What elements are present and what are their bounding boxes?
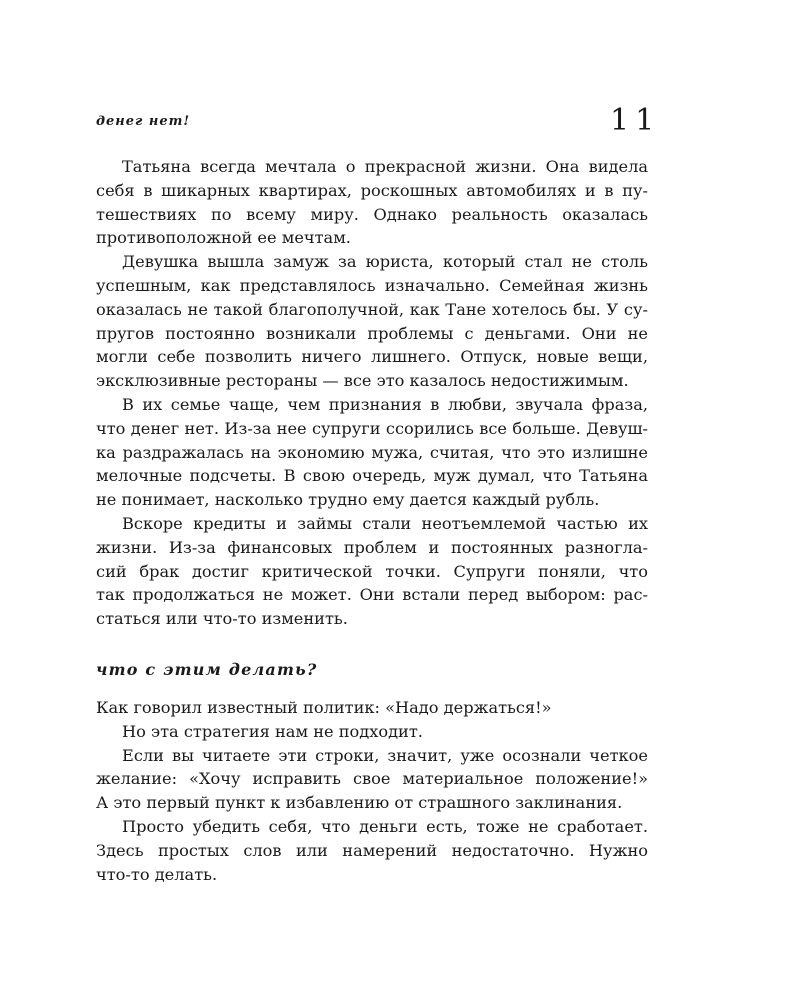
text-line: могли себе позволить ничего лишнего. Отпуск, новые вещи, xyxy=(96,347,648,367)
text-line: успешным, как представлялось изначально. Семейная жизнь xyxy=(96,275,648,295)
text-line: так продолжаться не может. Они встали перед выбором: рас- xyxy=(96,585,648,605)
text-line: сий брак достиг критической точки. Супруги поняли, что xyxy=(96,561,648,581)
text-line: Вскоре кредиты и займы стали неотъемлемой частью их xyxy=(122,513,648,533)
text-line: не понимает, насколько трудно ему дается каждый рубль. xyxy=(96,490,600,510)
running-head: денег нет! xyxy=(96,114,191,129)
text-line: эксклюзивные рестораны — все это казалось недостижимым. xyxy=(96,371,629,391)
text-line: мелочные подсчеты. В свою очередь, муж думал, что Татьяна xyxy=(96,466,648,486)
text-line: Девушка вышла замуж за юриста, который стал не столь xyxy=(122,252,648,272)
advice-text-block xyxy=(96,696,648,886)
story-text-block xyxy=(96,155,648,631)
text-line: А это первый пункт к избавлению от страшного заклинания. xyxy=(96,793,623,813)
text-line: что-то делать. xyxy=(96,864,218,884)
text-line: тешествиях по всему миру. Однако реальность оказалась xyxy=(96,204,648,224)
text-line: ка раздражалась на экономию мужа, считая, что это излишне xyxy=(96,442,648,462)
text-line: Просто убедить себя, что деньги есть, тоже не сработает. xyxy=(122,816,648,836)
section-heading: что с этим делать? xyxy=(96,660,318,679)
text-line: оказалась не такой благополучной, как Тане хотелось бы. У су- xyxy=(96,299,648,319)
text-line: статься или что-то изменить. xyxy=(96,609,348,629)
text-line: Татьяна всегда мечтала о прекрасной жизни. Она видела xyxy=(122,157,648,176)
text-line: жизни. Из-за финансовых проблем и постоянных разногла- xyxy=(96,537,648,557)
text-line: противоположной ее мечтам. xyxy=(96,228,351,248)
text-line: что денег нет. Из-за нее супруги ссорились все больше. Девуш- xyxy=(96,418,648,438)
text-line: пругов постоянно возникали проблемы с деньгами. Они не xyxy=(96,323,648,343)
text-line: Как говорил известный политик: «Надо держаться!» xyxy=(96,698,552,717)
text-line: Если вы читаете эти строки, значит, уже осознали четкое xyxy=(122,745,648,765)
text-line: В их семье чаще, чем признания в любви, звучала фраза, xyxy=(122,394,648,414)
text-line: себя в шикарных квартирах, роскошных автомобилях и в пу- xyxy=(96,180,648,200)
text-line: желание: «Хочу исправить свое материальное положение!» xyxy=(96,769,648,789)
page-number: 11 xyxy=(610,103,661,138)
text-line: Здесь простых слов или намерений недостаточно. Нужно xyxy=(96,840,648,860)
text-line: Но эта стратегия нам не подходит. xyxy=(122,721,423,741)
